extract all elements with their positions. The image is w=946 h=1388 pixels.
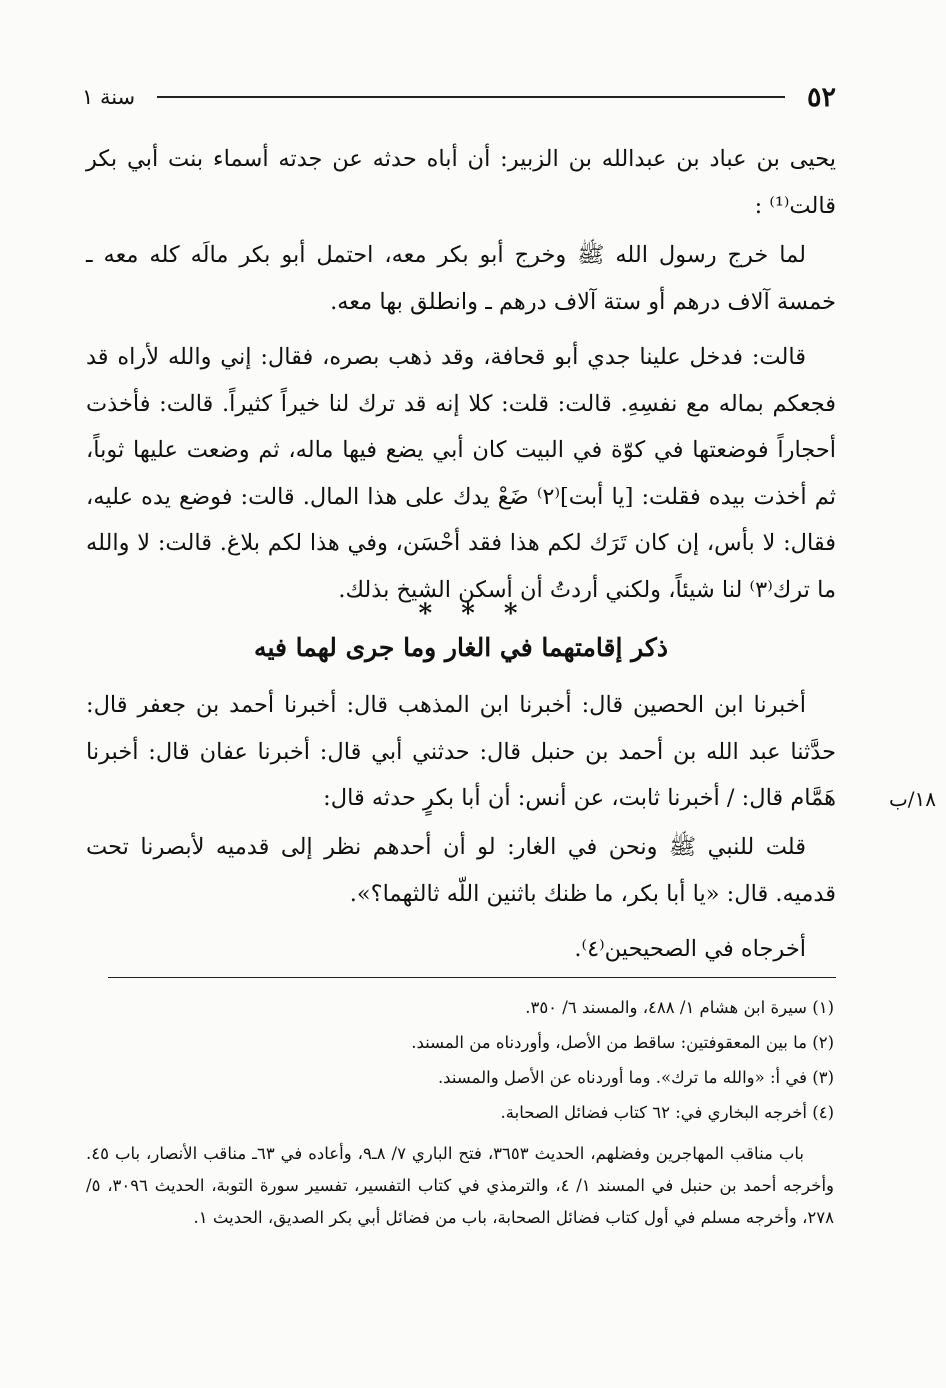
paragraph-chain [86,682,836,822]
footnote-separator [108,977,836,978]
paragraph-hijra [86,232,836,325]
paragraph-text: قلت للنبي ﷺ ونحن في الغار: لو أن أحدهم نظر إلى قدميه لأبصرنا تحت قدميه. قال: «يا أبا بكر، ما ظنك باثنين اللّه ثالثهما؟». [86,834,836,907]
paragraph-abu-quhafa [86,334,836,613]
paragraph-text: يحيى بن عباد بن عبدالله بن الزبير: أن أباه حدثه عن جدته أسماء بنت أبي بكر قالت⁽¹⁾ : [86,146,836,219]
paragraph-text: قالت: فدخل علينا جدي أبو قحافة، وقد ذهب بصره، فقال: إني والله لأراه قد فجعكم بماله مع نفسِهِ. قالت: قلت: كلا إنه قد ترك لنا خيراً كثيراً. قالت: فأخذت أحجاراً فوضعتها في كوّة في البيت كان أبي يضع فيها ماله، ثم وضعت عليها ثوباً، ثم أخذت بيده فقلت: [يا أبت]⁽٢⁾ ضَعْ يدك على هذا المال. قالت: فوضع يده عليه، فقال: لا بأس، إن كان تَرَك لكم هذا فقد أحْسَن، وفي هذا لكم بلاغ. قالت: لا والله ما ترك⁽٣⁾ لنا شيئاً، ولكني أردتُ أن أسكن الشيخ بذلك. [86,344,836,603]
footnote-3: (٣) في أ: «والله ما ترك». وما أوردناه عن الأصل والمسند. [437,1068,834,1087]
footnote-4: (٤) أخرجه البخاري في: ٦٢ كتاب فضائل الصحابة. [500,1103,834,1122]
footnote-2: (٢) ما بين المعقوفتين: ساقط من الأصل، وأوردناه من المسند. [411,1033,834,1052]
section-heading: ذكر إقامتهما في الغار وما جرى لهما فيه [254,633,668,662]
paragraph-takhrij [86,926,836,973]
page-header [82,82,836,112]
page-number: ٥٢ [806,81,836,113]
header-rule [157,96,785,98]
running-head: سنة ١ [82,85,136,109]
section-separator-stars: * * * [418,599,528,629]
manuscript-folio-marker: ١٨/ب [888,787,936,811]
paragraph-isnad [86,136,836,229]
footnote-4-continuation: باب مناقب المهاجرين وفضلهم، الحديث ٣٦٥٣، فتح الباري ٧/ ٨ـ٩، وأعاده في ٦٣ـ مناقب الأنصار، باب ٤٥. وأخرجه أحمد بن حنبل في المسند ١/ ٤، والترمذي في كتاب التفسير، تفسير سورة التوبة، الحديث ٣٠٩٦، ٥/ ٢٧٨، وأخرجه مسلم في أول كتاب فضائل الصحابة، باب من فضائل أبي بكر الصديق، الحديث ١. [86,1144,835,1227]
paragraph-text: لما خرج رسول الله ﷺ وخرج أبو بكر معه، احتمل أبو بكر مالَه كله معه ـ خمسة آلاف درهم أو ستة آلاف درهم ـ وانطلق بها معه. [86,242,836,315]
footnotes [86,990,834,1234]
paragraph-text: أخبرنا ابن الحصين قال: أخبرنا ابن المذهب قال: أخبرنا أحمد بن جعفر قال: حدَّثنا عبد الله بن أحمد بن حنبل قال: حدثني أبي قال: أخبرنا عفان قال: أخبرنا هَمَّام قال: / أخبرنا ثابت، عن أنس: أن أبا بكرٍ حدثه قال: [86,692,836,811]
footnote-1: (١) سيرة ابن هشام ١/ ٤٨٨، والمسند ٦/ ٣٥٠. [525,998,834,1017]
paragraph-cave-hadith [86,824,836,917]
paragraph-text: أخرجاه في الصحيحين⁽٤⁾. [574,936,806,962]
